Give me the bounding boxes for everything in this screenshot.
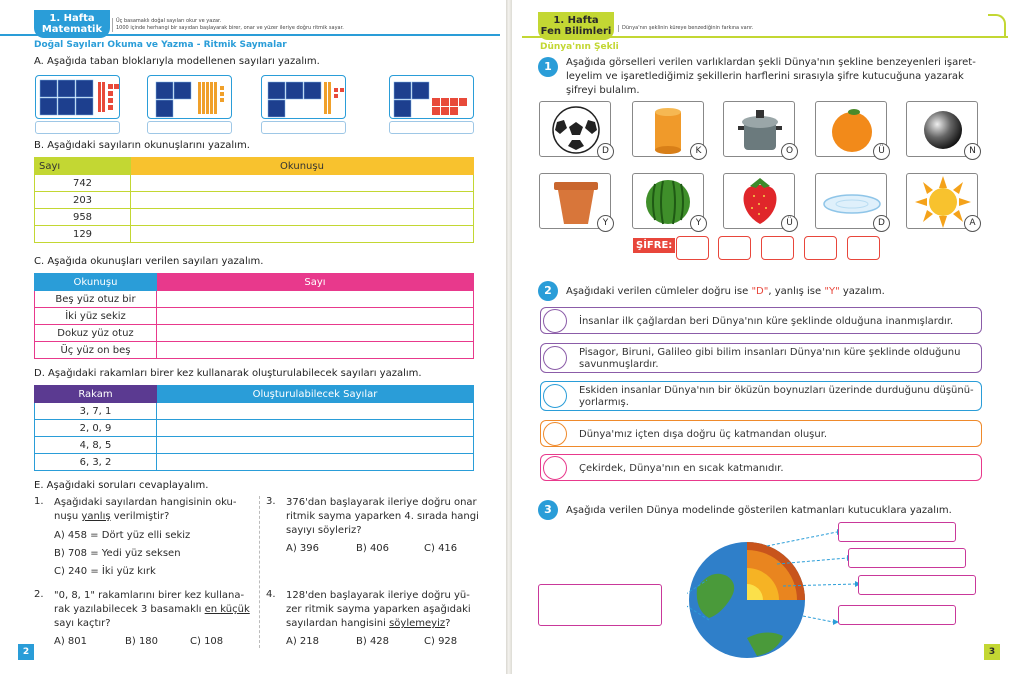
cipher-box[interactable] xyxy=(676,236,709,260)
column-divider xyxy=(259,496,260,648)
cipher-box[interactable] xyxy=(847,236,880,260)
answer-cell[interactable] xyxy=(131,226,474,243)
letter-circle: Y xyxy=(690,215,707,232)
answer-cell[interactable] xyxy=(157,437,474,454)
answer-cell[interactable] xyxy=(157,308,474,325)
letter-circle: Ü xyxy=(781,215,798,232)
answer-option[interactable]: C) 108 xyxy=(190,636,224,647)
layer-answer-box-2[interactable] xyxy=(848,548,966,568)
table-header: Rakam xyxy=(35,386,157,403)
answer-option[interactable]: C) 416 xyxy=(424,543,458,554)
table-header: Sayı xyxy=(35,158,131,175)
right-page xyxy=(512,0,1021,674)
question-text: Aşağıda görselleri verilen varlıklardan şekli Dünya'nın şekline benzeyenleri işaret- xyxy=(566,57,976,68)
table-cell: Dokuz yüz otuz xyxy=(35,325,157,342)
week-tab xyxy=(34,10,110,38)
table-cell: 203 xyxy=(35,192,131,209)
question-text xyxy=(54,510,169,523)
question-number: 2. xyxy=(34,589,44,600)
question-text: "0, 8, 1" rakamlarını birer kez kullana- xyxy=(54,590,245,601)
statement-row-3 xyxy=(540,381,982,411)
answer-cell[interactable] xyxy=(157,342,474,359)
answer-cell[interactable] xyxy=(131,175,474,192)
table-cell: 3, 7, 1 xyxy=(35,403,157,420)
outcome-1: Dünya'nın şeklinin küreye benzediğinin farkına varır. xyxy=(622,25,754,31)
section-c-table xyxy=(34,273,474,359)
base-ten-blocks-3 xyxy=(262,76,347,120)
table-cell: İki yüz sekiz xyxy=(35,308,157,325)
section-a-label: A. Aşağıda taban bloklarıyla modellenen sayıları yazalım. xyxy=(34,56,320,67)
emphasis-underline: yanlış xyxy=(81,511,111,522)
base-block-card-2 xyxy=(147,75,232,119)
question-text-part: ? xyxy=(445,618,451,629)
answer-box-a2[interactable] xyxy=(147,121,232,134)
picture-watermelon[interactable] xyxy=(632,173,704,229)
layer-answer-box-4[interactable] xyxy=(838,605,956,625)
layer-answer-box-1[interactable] xyxy=(838,522,956,542)
answer-circle[interactable] xyxy=(543,422,567,446)
page-number: 2 xyxy=(18,644,34,660)
outcome-2: 1000 içinde herhangi bir sayıdan başlayarak birer, onar ve yüzer ileriye doğru ritmik sayar. xyxy=(116,25,344,31)
answer-option[interactable]: B) 180 xyxy=(125,636,159,647)
table-header: Sayı xyxy=(157,274,474,291)
answer-cell[interactable] xyxy=(131,192,474,209)
table-cell: 4, 8, 5 xyxy=(35,437,157,454)
answer-circle[interactable] xyxy=(543,346,567,370)
page-subtitle: Doğal Sayıları Okuma ve Yazma - Ritmik Saymalar xyxy=(34,40,287,50)
statement-text: Dünya'mız içten dışa doğru üç katmandan oluşur. xyxy=(579,429,828,440)
answer-circle[interactable] xyxy=(543,384,567,408)
picture-strawberry[interactable] xyxy=(723,173,795,229)
cipher-label: ŞİFRE: xyxy=(633,238,675,253)
question-text: sayı kaçtır? xyxy=(54,618,111,629)
answer-box-a3[interactable] xyxy=(261,121,346,134)
answer-option[interactable]: A) 458 = Dört yüz elli sekiz xyxy=(54,530,191,541)
answer-option[interactable]: A) 396 xyxy=(286,543,320,554)
answer-option[interactable]: A) 801 xyxy=(54,636,88,647)
cipher-box[interactable] xyxy=(718,236,751,260)
answer-box-a1[interactable] xyxy=(35,121,120,134)
answer-option[interactable]: A) 218 xyxy=(286,636,320,647)
table-header: Okunuşu xyxy=(35,274,157,291)
base-ten-blocks-1 xyxy=(36,76,121,120)
letter-circle: O xyxy=(781,143,798,160)
answer-circle[interactable] xyxy=(543,309,567,333)
section-b-label: B. Aşağıdaki sayıların okunuşlarını yazalım. xyxy=(34,140,250,151)
question-number-badge: 3 xyxy=(538,500,558,520)
week-label: 1. Hafta xyxy=(553,15,599,26)
question-text xyxy=(54,603,250,616)
table-cell: 6, 3, 2 xyxy=(35,454,157,471)
statement-row-4 xyxy=(540,420,982,447)
question-text: 376'dan başlayarak ileriye doğru onar xyxy=(286,497,477,508)
base-block-card-3 xyxy=(261,75,346,119)
week-tab xyxy=(538,12,614,40)
section-d-table xyxy=(34,385,474,471)
false-marker: "Y" xyxy=(824,286,840,297)
picture-flower-pot[interactable] xyxy=(539,173,611,229)
question-text: Aşağıdaki sayılardan hangisinin oku- xyxy=(54,497,237,508)
letter-circle: D xyxy=(597,143,614,160)
question-text-part: yazalım. xyxy=(839,286,885,297)
question-text-part: sayılardan hangisini xyxy=(286,618,390,629)
letter-circle: D xyxy=(873,215,890,232)
subject-label: Fen Bilimleri xyxy=(540,26,612,37)
section-e-label: E. Aşağıdaki soruları cevaplayalım. xyxy=(34,480,209,491)
answer-option[interactable]: C) 240 = İki yüz kırk xyxy=(54,566,156,577)
statement-text: yorlarmış. xyxy=(579,397,629,408)
table-cell: Beş yüz otuz bir xyxy=(35,291,157,308)
answer-cell[interactable] xyxy=(131,209,474,226)
letter-circle: Y xyxy=(597,215,614,232)
table-cell: 958 xyxy=(35,209,131,226)
question-text-part: rak yazılabilecek 3 basamaklı xyxy=(54,604,205,615)
left-page xyxy=(0,0,506,674)
header-corner xyxy=(988,14,1006,38)
answer-cell[interactable] xyxy=(157,291,474,308)
question-number-badge: 2 xyxy=(538,281,558,301)
cipher-box[interactable] xyxy=(804,236,837,260)
answer-option[interactable]: B) 406 xyxy=(356,543,390,554)
answer-option[interactable]: B) 428 xyxy=(356,636,390,647)
question-number-badge: 1 xyxy=(538,57,558,77)
picture-plate[interactable] xyxy=(815,173,887,229)
question-number: 1. xyxy=(34,496,44,507)
question-text xyxy=(566,285,885,298)
outcome-1: Üç basamaklı doğal sayıları okur ve yazar. xyxy=(116,18,222,24)
answer-circle[interactable] xyxy=(543,456,567,480)
statement-text: Eskiden insanlar Dünya'nın bir öküzün boynuzları üzerinde durduğunu düşünü- xyxy=(579,385,974,396)
question-text: Aşağıda verilen Dünya modelinde gösterilen katmanları kutucuklara yazalım. xyxy=(566,505,952,516)
answer-option[interactable]: C) 928 xyxy=(424,636,458,647)
statement-text: savunmuşlardır. xyxy=(579,359,659,370)
table-cell: 2, 0, 9 xyxy=(35,420,157,437)
subject-label: Matematik xyxy=(41,24,103,35)
question-text: sayıyı söyleriz? xyxy=(286,525,362,536)
page-number: 3 xyxy=(984,644,1000,660)
letter-circle: Ü xyxy=(873,143,890,160)
learning-outcomes xyxy=(618,25,878,32)
statement-row-1 xyxy=(540,307,982,334)
base-block-card-4 xyxy=(389,75,474,119)
question-text xyxy=(286,617,450,630)
answer-cell[interactable] xyxy=(157,325,474,342)
picture-soccer-ball[interactable] xyxy=(539,101,611,157)
answer-cell[interactable] xyxy=(157,420,474,437)
statement-row-5 xyxy=(540,454,982,481)
layer-answer-box-5[interactable] xyxy=(538,584,662,626)
picture-pressure-cooker[interactable] xyxy=(723,101,795,157)
letter-circle: A xyxy=(964,215,981,232)
statement-text: İnsanlar ilk çağlardan beri Dünya'nın küre şeklinde olduğuna inanmışlardır. xyxy=(579,316,954,327)
base-ten-blocks-4 xyxy=(390,76,475,120)
letter-circle: K xyxy=(690,143,707,160)
question-text: ritmik sayma yaparken 4. sırada hangi xyxy=(286,511,479,522)
answer-cell[interactable] xyxy=(157,403,474,420)
statement-row-2 xyxy=(540,343,982,373)
section-d-label: D. Aşağıdaki rakamları birer kez kullanarak oluşturulabilecek sayıları yazalım. xyxy=(34,368,422,379)
question-text-part: , yanlış ise xyxy=(768,286,825,297)
learning-outcomes xyxy=(112,18,412,32)
table-header: Oluşturulabilecek Sayılar xyxy=(157,386,474,403)
week-label: 1. Hafta xyxy=(49,13,95,24)
answer-cell[interactable] xyxy=(157,454,474,471)
question-number: 4. xyxy=(266,589,276,600)
true-marker: "D" xyxy=(751,286,769,297)
question-text: zer ritmik sayma yaparken aşağıdaki xyxy=(286,604,471,615)
table-header: Okunuşu xyxy=(131,158,474,175)
picture-sun[interactable] xyxy=(906,173,978,229)
page-subtitle: Dünya'nın Şekli xyxy=(540,42,619,52)
statement-text: Çekirdek, Dünya'nın en sıcak katmanıdır. xyxy=(579,463,784,474)
answer-option[interactable]: B) 708 = Yedi yüz seksen xyxy=(54,548,181,559)
layer-answer-box-3[interactable] xyxy=(858,575,976,595)
question-text: şifreyi bulalım. xyxy=(566,85,640,96)
question-text-part: verilmiştir? xyxy=(110,511,170,522)
section-c-label: C. Aşağıda okunuşları verilen sayıları yazalım. xyxy=(34,256,264,267)
section-b-table xyxy=(34,157,474,243)
picture-cylinder[interactable] xyxy=(632,101,704,157)
table-cell: 742 xyxy=(35,175,131,192)
table-cell: Üç yüz on beş xyxy=(35,342,157,359)
base-block-card-1 xyxy=(35,75,120,119)
emphasis-underline: en küçük xyxy=(204,604,250,615)
emphasis-underline: söylemeyiz xyxy=(389,618,446,629)
statement-text: Pisagor, Biruni, Galileo gibi bilim insanları Dünya'nın küre şeklinde olduğunu xyxy=(579,347,961,358)
cipher-box[interactable] xyxy=(761,236,794,260)
question-number: 3. xyxy=(266,496,276,507)
answer-box-a4[interactable] xyxy=(389,121,474,134)
question-text: 128'den başlayarak ileriye doğru yü- xyxy=(286,590,470,601)
letter-circle: N xyxy=(964,143,981,160)
picture-steel-ball[interactable] xyxy=(906,101,978,157)
question-text: leyelim ve işaretlediğimiz şekillerin harflerini sırasıyla şifre kutucuğuna yazarak xyxy=(566,71,964,82)
question-text-part: nuşu xyxy=(54,511,82,522)
base-ten-blocks-2 xyxy=(148,76,233,120)
picture-orange[interactable] xyxy=(815,101,887,157)
question-text-part: Aşağıdaki verilen cümleler doğru ise xyxy=(566,286,752,297)
table-cell: 129 xyxy=(35,226,131,243)
